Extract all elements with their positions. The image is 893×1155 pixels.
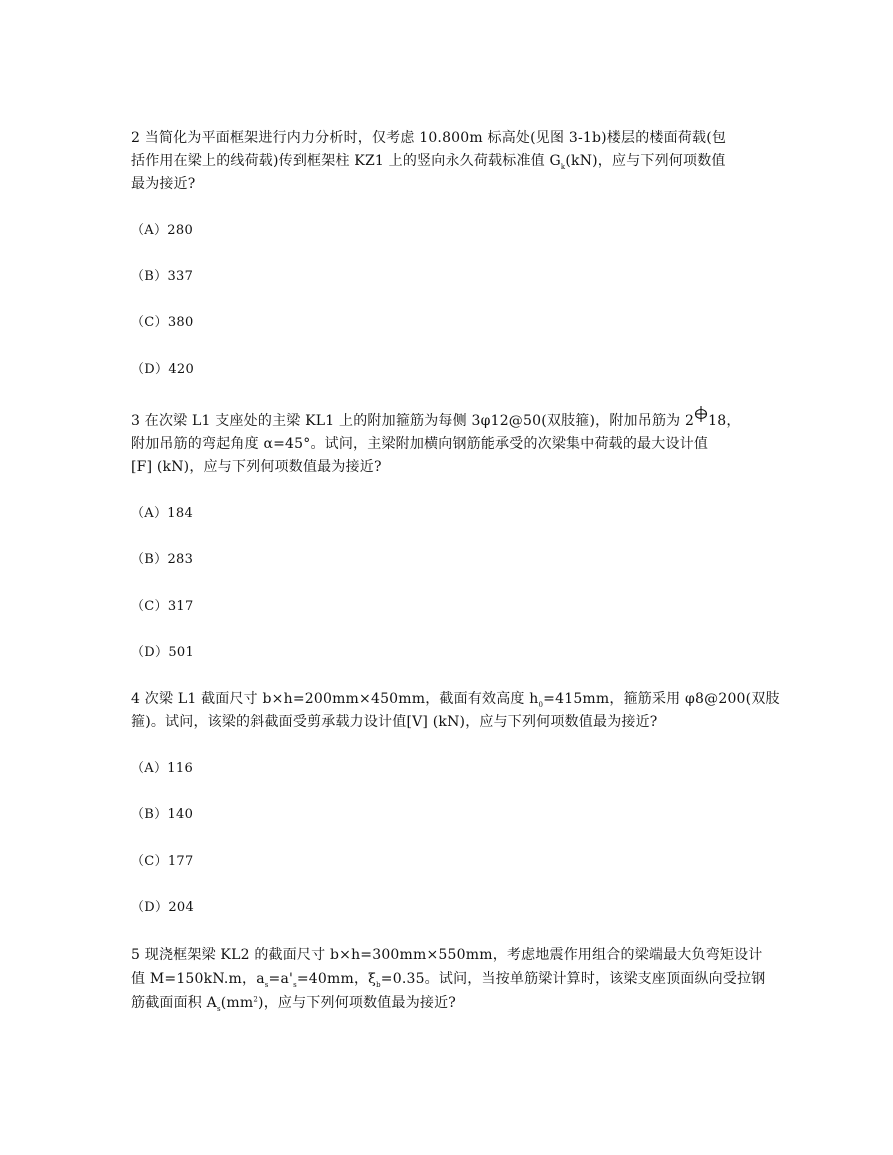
question-3-line-2 xyxy=(131,433,771,456)
question-text: 附加吊筋的弯起角度 α=45°。试问，主梁附加横向钢筋能承受的次梁集中荷载的最大设计值 xyxy=(131,436,709,452)
question-text: =0.35。试问，当按单筋梁计算时，该梁支座顶面纵向受拉钢 xyxy=(380,971,766,987)
option-label: （D） xyxy=(131,645,169,660)
option-label: （B） xyxy=(131,269,168,284)
subscript: 0 xyxy=(538,700,544,709)
option-value: 280 xyxy=(167,223,194,238)
option-3b[interactable] xyxy=(131,550,193,570)
option-value: 204 xyxy=(168,900,195,915)
question-5-line-1 xyxy=(131,944,771,967)
question-number: 5 xyxy=(131,947,141,963)
question-text: =40mm，ξ xyxy=(296,971,377,987)
option-label: （C） xyxy=(131,854,168,869)
option-label: （B） xyxy=(131,807,168,822)
question-text: 筋截面面积 A xyxy=(131,995,217,1011)
question-2-line-3 xyxy=(131,173,771,196)
option-label: （B） xyxy=(131,552,168,567)
option-2a[interactable] xyxy=(131,221,193,241)
question-5-line-2 xyxy=(131,968,771,991)
superscript: 2 xyxy=(253,995,259,1004)
question-text: =a' xyxy=(268,971,294,987)
question-text: )，应与下列何项数值最为接近? xyxy=(258,995,457,1011)
subscript: s xyxy=(264,980,269,989)
option-label: （A） xyxy=(131,761,168,776)
option-label: （D） xyxy=(131,362,169,377)
question-text: 18， xyxy=(708,413,741,429)
subscript: s xyxy=(293,980,297,989)
option-label: （C） xyxy=(131,315,168,330)
question-text: 箍)。试问，该梁的斜截面受剪承载力设计值[V] (kN)，应与下列何项数值最为接近? xyxy=(131,714,658,730)
question-2-line-1 xyxy=(131,127,771,150)
question-2-line-2 xyxy=(131,150,771,173)
option-value: 116 xyxy=(167,761,194,776)
question-text: 现浇框架梁 KL2 的截面尺寸 b×h=300mm×550mm，考虑地震作用组合的梁端最大负弯矩设计 xyxy=(144,947,763,963)
option-2c[interactable] xyxy=(131,313,194,333)
option-3d[interactable] xyxy=(131,643,194,663)
option-value: 184 xyxy=(167,506,194,521)
question-3-line-1 xyxy=(131,410,771,433)
option-4a[interactable] xyxy=(131,759,193,779)
option-2b[interactable] xyxy=(131,267,193,287)
option-3c[interactable] xyxy=(131,597,194,617)
question-text: 当简化为平面框架进行内力分析时，仅考虑 10.800m 标高处(见图 3-1b)楼层的楼面荷载(包 xyxy=(144,130,727,146)
option-value: 317 xyxy=(167,599,194,614)
question-text: 括作用在梁上的线荷载)传到框架柱 KZ1 上的竖向永久荷载标准值 G xyxy=(131,153,561,169)
option-value: 420 xyxy=(168,362,195,377)
option-value: 501 xyxy=(168,645,195,660)
question-number: 4 xyxy=(131,691,141,707)
option-value: 177 xyxy=(167,854,194,869)
question-text: 最为接近? xyxy=(131,176,196,192)
question-number: 2 xyxy=(131,130,141,146)
option-value: 380 xyxy=(167,315,194,330)
option-label: （C） xyxy=(131,599,168,614)
question-text: =415mm，箍筋采用 φ8@200(双肢 xyxy=(543,691,780,707)
question-text: [F] (kN)，应与下列何项数值最为接近? xyxy=(131,459,382,475)
option-label: （A） xyxy=(131,223,168,238)
option-4c[interactable] xyxy=(131,852,194,872)
subscript: s xyxy=(216,1004,221,1013)
option-label: （D） xyxy=(131,900,169,915)
option-4b[interactable] xyxy=(131,805,193,825)
option-2d[interactable] xyxy=(131,360,194,380)
subscript: b xyxy=(376,980,381,989)
option-label: （A） xyxy=(131,506,168,521)
question-4-line-2 xyxy=(131,711,771,734)
question-number: 3 xyxy=(131,413,141,429)
question-5-line-3 xyxy=(131,992,771,1015)
question-4-line-1 xyxy=(131,688,780,711)
question-text: 次梁 L1 截面尺寸 b×h=200mm×450mm，截面有效高度 h xyxy=(144,691,539,707)
option-value: 337 xyxy=(167,269,194,284)
rebar-grade-icon xyxy=(694,411,708,427)
option-4d[interactable] xyxy=(131,898,194,918)
question-text: 在次梁 L1 支座处的主梁 KL1 上的附加箍筋为每侧 3φ12@50(双肢箍)，附加吊筋为 2 xyxy=(144,413,695,429)
question-3-line-3 xyxy=(131,456,771,479)
option-3a[interactable] xyxy=(131,504,193,524)
option-value: 283 xyxy=(167,552,194,567)
question-text: 值 M=150kN.m，a xyxy=(131,971,265,987)
question-text: (kN)，应与下列何项数值 xyxy=(565,153,726,169)
option-value: 140 xyxy=(167,807,194,822)
question-text: (mm xyxy=(220,995,254,1011)
subscript: k xyxy=(560,162,566,171)
